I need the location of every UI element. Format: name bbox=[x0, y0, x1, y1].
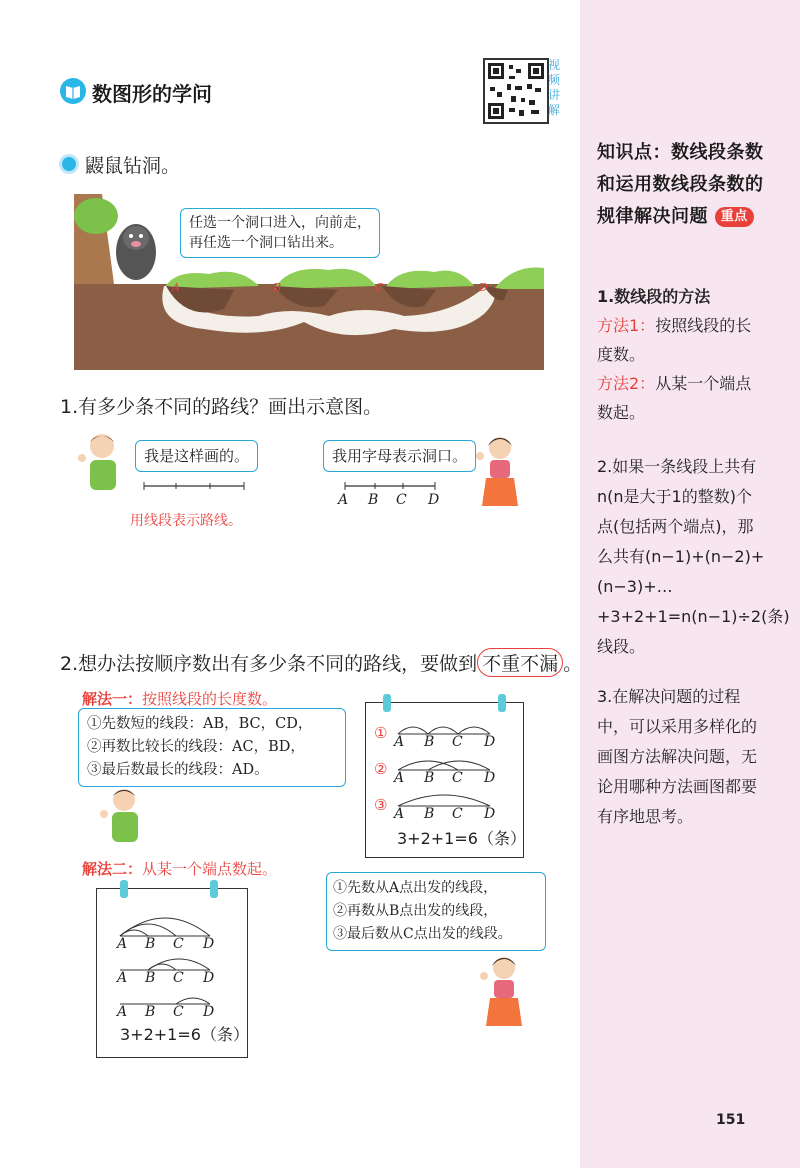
clip-icon bbox=[120, 880, 128, 898]
method-1-label: 解法一： bbox=[82, 690, 143, 708]
label-d: D bbox=[484, 770, 496, 786]
label-b: B bbox=[145, 936, 156, 952]
sidebar-method-1-label: 方法1： bbox=[597, 316, 656, 335]
label-d: D bbox=[484, 734, 496, 750]
bullet-icon bbox=[62, 157, 76, 171]
sidebar-point-2: 2.如果一条线段上共有n(n是大于1的整数)个点(包括两个端点)，那么共有(n−1)+(n−2)+(n−3)+…+3+2+1=n(n−1)÷2(条)线段。 bbox=[597, 457, 790, 656]
problem-subtitle: 鼹鼠钻洞。 bbox=[85, 155, 181, 177]
method-2-desc: 从某一个端点数起。 bbox=[142, 860, 278, 878]
svg-text:B: B bbox=[273, 281, 282, 294]
label-a: A bbox=[117, 970, 128, 986]
svg-text:D: D bbox=[479, 281, 488, 294]
method-2-box bbox=[326, 872, 546, 951]
question-2-text: 2.想办法按顺序数出有多少条不同的路线，要做到 bbox=[60, 653, 478, 675]
key-point-badge: 重点 bbox=[715, 207, 754, 227]
method-1-line: ②再数比较长的线段：AC，BD， bbox=[87, 739, 305, 755]
label-a: A bbox=[117, 1004, 128, 1020]
method-1-formula: 3+2+1=6（条） bbox=[397, 829, 526, 848]
method-2-formula: 3+2+1=6（条） bbox=[120, 1025, 249, 1044]
marker-1: ① bbox=[374, 724, 388, 742]
mole-speech-line-1: 任选一个洞口进入，向前走， bbox=[189, 215, 371, 231]
clip-icon bbox=[210, 880, 218, 898]
method-1-box bbox=[78, 708, 346, 787]
label-b: B bbox=[145, 1004, 156, 1020]
sidebar-point-1-title: 1.数线段的方法 bbox=[597, 287, 711, 306]
method-2-line: ①先数从A点出发的线段， bbox=[333, 880, 498, 896]
clip-icon bbox=[383, 694, 391, 712]
label-c: C bbox=[452, 806, 463, 822]
boy-illustration-2 bbox=[96, 784, 150, 850]
method-2-label: 解法二： bbox=[82, 860, 143, 878]
knowledge-heading bbox=[597, 137, 777, 233]
question-2 bbox=[60, 648, 582, 677]
girl-illustration bbox=[474, 430, 524, 512]
label-a: A bbox=[117, 936, 128, 952]
label-b: B bbox=[368, 492, 379, 508]
label-d: D bbox=[484, 806, 496, 822]
marker-2: ② bbox=[374, 760, 388, 778]
section-title: 数图形的学问 bbox=[92, 82, 212, 106]
mole-speech-bubble bbox=[180, 208, 380, 258]
label-b: B bbox=[424, 770, 435, 786]
sidebar-method-2-label: 方法2： bbox=[597, 374, 656, 393]
label-c: C bbox=[452, 770, 463, 786]
question-1: 1.有多少条不同的路线？画出示意图。 bbox=[60, 396, 383, 418]
label-b: B bbox=[424, 806, 435, 822]
heading-text: 知识点：数线段条数和运用数线段条数的规律解决问题 bbox=[597, 142, 764, 227]
method-2-line: ③最后数从C点出发的线段。 bbox=[333, 926, 512, 942]
method-2-title bbox=[82, 858, 277, 879]
sidebar-method-1-text: 按照线段的长度数。 bbox=[597, 316, 752, 364]
sidebar-method-2-text: 从某一个端点数起。 bbox=[597, 374, 752, 422]
label-d: D bbox=[203, 970, 215, 986]
boy-illustration bbox=[74, 428, 134, 500]
sidebar-method-1 bbox=[597, 311, 767, 369]
sidebar-point-3: 3.在解决问题的过程中，可以采用多样化的画图方法解决问题，无论用哪种方法画图都要有序地思考。 bbox=[597, 687, 758, 826]
label-a: A bbox=[394, 734, 405, 750]
segment-note: 用线段表示路线。 bbox=[130, 513, 242, 529]
label-c: C bbox=[396, 492, 407, 508]
boy-speech-bubble: 我是这样画的。 bbox=[135, 440, 258, 472]
label-c: C bbox=[173, 936, 184, 952]
method-1-line: ③最后数最长的线段：AD。 bbox=[87, 762, 269, 778]
label-d: D bbox=[203, 1004, 215, 1020]
method-1-line: ①先数短的线段：AB，BC，CD， bbox=[87, 716, 313, 732]
label-d: D bbox=[428, 492, 440, 508]
label-c: C bbox=[173, 1004, 184, 1020]
label-c: C bbox=[452, 734, 463, 750]
girl-speech-bubble: 我用字母表示洞口。 bbox=[323, 440, 476, 472]
label-a: A bbox=[394, 806, 405, 822]
method-2-diagram bbox=[110, 898, 240, 1018]
label-b: B bbox=[145, 970, 156, 986]
book-icon bbox=[60, 78, 86, 104]
page-number: 151 bbox=[716, 1112, 746, 1128]
method-2-line: ②再数从B点出发的线段， bbox=[333, 903, 498, 919]
video-label: 视频讲解 bbox=[548, 58, 561, 117]
sidebar-method-2 bbox=[597, 369, 767, 427]
svg-text:C: C bbox=[375, 281, 384, 294]
method-1-desc: 按照线段的长度数。 bbox=[142, 690, 278, 708]
question-2-end: 。 bbox=[563, 653, 583, 675]
label-a: A bbox=[394, 770, 405, 786]
svg-text:A: A bbox=[172, 281, 180, 294]
circled-phrase: 不重不漏 bbox=[477, 648, 563, 677]
girl-illustration-2 bbox=[478, 950, 528, 1032]
marker-3: ③ bbox=[374, 796, 388, 814]
method-1-title bbox=[82, 688, 277, 709]
label-b: B bbox=[424, 734, 435, 750]
label-c: C bbox=[173, 970, 184, 986]
qr-code-icon[interactable] bbox=[483, 58, 549, 124]
clip-icon bbox=[498, 694, 506, 712]
segment-drawing bbox=[140, 478, 250, 496]
label-d: D bbox=[203, 936, 215, 952]
mole-speech-line-2: 再任选一个洞口钻出来。 bbox=[189, 235, 343, 251]
label-a: A bbox=[338, 492, 349, 508]
